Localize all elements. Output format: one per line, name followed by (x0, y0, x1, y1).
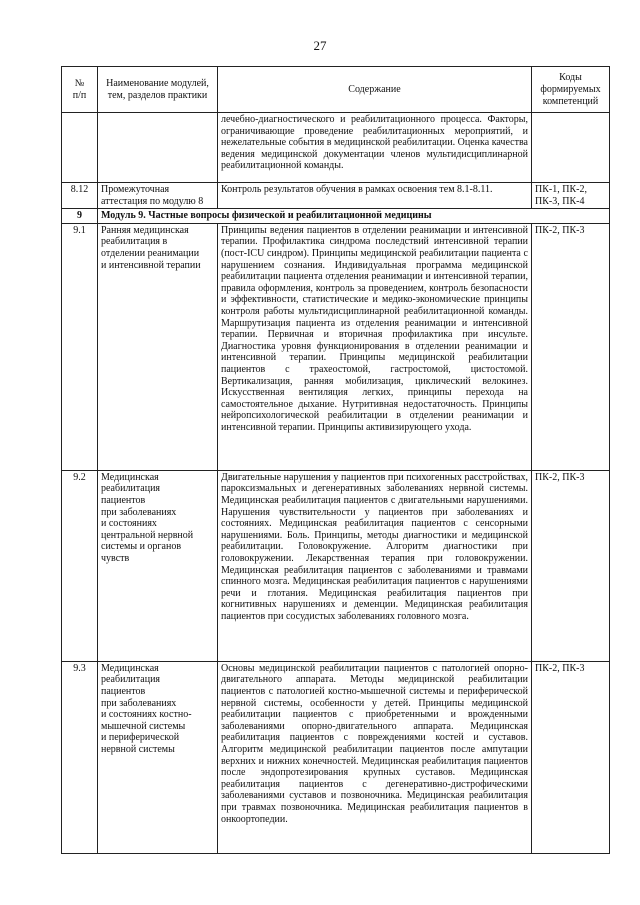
row-codes: ПК-2, ПК-3 (532, 661, 610, 853)
row-content: Контроль результатов обучения в рамках освоения тем 8.1-8.11. (218, 183, 532, 209)
row-codes (532, 113, 610, 183)
row-num: 9.3 (62, 661, 98, 853)
module-num: 9 (62, 209, 98, 224)
row-num (62, 113, 98, 183)
module-title: Модуль 9. Частные вопросы физической и реабилитационной медицины (98, 209, 610, 224)
row-name: Ранняя медицинская реабилитация в отделении реанимации и интенсивной терапии (98, 223, 218, 470)
header-num: № п/п (62, 67, 98, 113)
row-name: Промежуточная аттестация по модулю 8 (98, 183, 218, 209)
curriculum-table (61, 66, 610, 854)
row-content: лечебно-диагностического и реабилитационного процесса. Факторы, ограничивающие проведение реабилитационных мероприятий, и нежелательные события в медицинской реабилитации. Оценка качества ведения медицинской документации членов мультидисциплинарной реабилитационной команды. (218, 113, 532, 183)
header-name: Наименование модулей, тем, разделов практики (98, 67, 218, 113)
table-row (62, 183, 610, 209)
table-row (62, 470, 610, 661)
row-name: Медицинская реабилитация пациентов при заболеваниях и состояниях центральной нервной системы и органов чувств (98, 470, 218, 661)
table-row (62, 223, 610, 470)
row-name: Медицинская реабилитация пациентов при заболеваниях и состояниях костно- мышечной системы и периферической нервной системы (98, 661, 218, 853)
page-number: 27 (313, 38, 327, 53)
row-num: 8.12 (62, 183, 98, 209)
row-num: 9.2 (62, 470, 98, 661)
row-content: Принципы ведения пациентов в отделении реанимации и интенсивной терапии. Профилактика синдрома последствий интенсивной терапии (пост-ICU синдром). Принципы медицинской реабилитации пациента с нарушением сознания. Индивидуальная программа медицинской реабилитации пациента отделения реанимации и интенсивной терапии, правила оформления, контроль за проведением, контроль безопасности и эффективности, статистические и медико-экономические принципы контроля работы мультидисциплинарной реабилитационной команды. Маршрутизация пациента из отделения реанимации и интенсивной терапии. Первичная и вторичная профилактика при инсульте. Диагностика уровня функционирования в отделении реанимации и интенсивной терапии. Принципы медицинской реабилитации пациентов с трахеостомой, гастростомой, цистостомой. Вертикализация, ранняя мобилизация, циклический велокинез. Искусственная вентиляция легких, принципы перехода на самостоятельное дыхание. Нутритивная недостаточность. Принципы нейропсихологической реабилитации в отделении реанимации и интенсивной терапии. Принципы активизирующего ухода. (218, 223, 532, 470)
table-row (62, 113, 610, 183)
row-codes: ПК-1, ПК-2, ПК-3, ПК-4 (532, 183, 610, 209)
row-codes: ПК-2, ПК-3 (532, 223, 610, 470)
table-header-row (62, 67, 610, 113)
row-num: 9.1 (62, 223, 98, 470)
row-codes: ПК-2, ПК-3 (532, 470, 610, 661)
header-codes: Коды формируемых компетенций (532, 67, 610, 113)
row-name (98, 113, 218, 183)
header-content: Содержание (218, 67, 532, 113)
module-row (62, 209, 610, 224)
row-content: Основы медицинской реабилитации пациентов с патологией опорно-двигательного аппарата. Методы медицинской реабилитации пациентов с патологией костно-мышечной системы и периферической нервной системы, особенности у детей. Принципы медицинской реабилитации пациентов с приобретенными и врожденными заболеваниями опорно-двигательного аппарата. Медицинская реабилитация пациентов с повреждениями костей и суставов. Алгоритм медицинской реабилитации пациентов после ампутации верхних и нижних конечностей. Медицинская реабилитация пациентов после эндопротезирования крупных суставов. Медицинская реабилитация пациентов с дегенеративно-дистрофическими заболеваниями суставов и позвоночника. Медицинская реабилитация при травмах позвоночника. Медицинская реабилитация пациентов в онкоортопедии. (218, 661, 532, 853)
table-row (62, 661, 610, 853)
row-content: Двигательные нарушения у пациентов при психогенных расстройствах, пароксизмальных и дегенеративных заболеваниях нервной системы. Медицинская реабилитация пациентов с двигательными нарушениями. Нарушения чувствительности у пациентов при заболеваниях и состояниях. Медицинская реабилитация пациентов с сенсорными нарушениями. Боль. Принципы, методы диагностики и медицинской реабилитации. Головокружение. Алгоритм диагностики при головокружении. Лекарственная терапия при головокружении. Медицинская реабилитация пациентов с заболеваниями и травмами спинного мозга. Медицинская реабилитация пациентов с нарушениями речи и глотания. Медицинская реабилитация пациентов при когнитивных нарушениях и деменции. Медицинская реабилитация пациентов при сосудистых заболеваниях головного мозга. (218, 470, 532, 661)
